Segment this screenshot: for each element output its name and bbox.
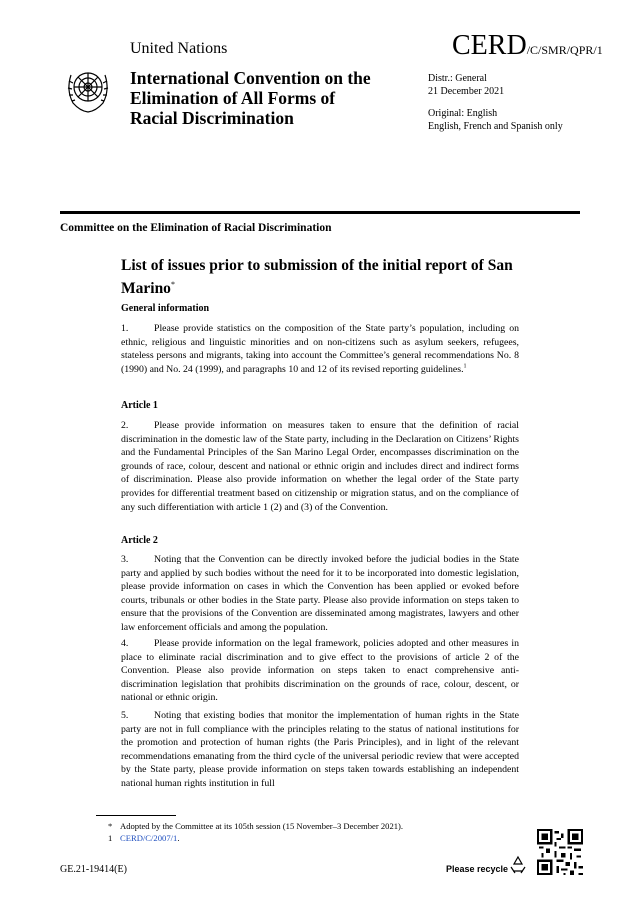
paragraph-5: 5. Noting that existing bodies that monitor the implementation of human rights in the State party are not in full compliance with the principles relating to the status of national institutions for the promotion and protection of human rights (the Paris Principles), and in light of the relevant recommendations emanating from the third cycle of the universal periodic review that were accepted by the State party, please provide information on steps taken towards establishing an independent national human rights institution in full <box>121 710 519 789</box>
qr-code-icon[interactable] <box>537 829 583 875</box>
paragraph-2: 2. Please provide information on measures taken to ensure that the definition of racial discrimination in the domestic law of the State party, including in the Declaration on Citizens’ Rights and the Fundamental Principles of the San Marino Legal Order, encompasses discrimination on the grounds of race, colour, descent and national or ethnic origin and includes direct and indirect forms of discrimination. Please also provide information on whether the legal order of the State party provides for differential treatment based on citizenship or migration status, and on the compliance of any such differentiation with article 1 (2) and (3) of the Convention. <box>121 420 519 513</box>
section-heading-general: General information <box>121 303 210 314</box>
section-heading-article-2: Article 2 <box>121 535 158 546</box>
paragraph-3: 3. Noting that the Convention can be directly invoked before the judicial bodies in the State party and applied by such bodies without the need for it to be incorporated into domestic legislation, please provide information on cases in which the Convention has been applied or evoked before courts, tribunals or other bodies in the State party. Please also provide information on steps taken to ensure that the provisions of the Convention are disseminated among magistrates, lawyers and other law enforcement officials and among the population. <box>121 554 519 633</box>
convention-title: International Convention on the Elimination of All Forms of Racial Discrimination <box>130 68 371 128</box>
paragraph-4: 4. Please provide information on the legal framework, policies adopted and other measures in place to eliminate racial discrimination and to give effect to the provisions of article 2 of the Convention. Please also provide information on steps taken to enact comprehensive anti-discrimination legislation that prohibits discrimination on the grounds of race, colour, descent, or national or ethnic origin. <box>121 638 519 704</box>
recycle-icon <box>508 855 528 875</box>
header-divider <box>60 211 580 214</box>
paragraph-1: 1. Please provide statistics on the composition of the State party’s population, including on ethnic, religious and linguistic minorities and on non-citizens such as asylum seekers, refugees, stateless persons and migrants, taking into account the Committee’s general recommendations No. 8 (1990) and No. 24 (1999), and paragraphs 10 and 12 of its revised reporting guidelines.$^1$ <box>121 323 519 375</box>
footnote-1: 1 CERD/C/2007/1. <box>108 833 180 843</box>
original-language: Original: English <box>428 108 498 119</box>
org-name: United Nations <box>130 40 228 57</box>
document-title: List of issues prior to submission of the initial report of San Marino* <box>121 257 513 298</box>
languages: English, French and Spanish only <box>428 121 563 132</box>
un-emblem-icon <box>63 65 113 115</box>
title-footnote-mark[interactable]: * <box>170 280 175 289</box>
section-heading-article-1: Article 1 <box>121 400 158 411</box>
distribution-label: Distr.: General <box>428 73 487 84</box>
committee-name: Committee on the Elimination of Racial Discrimination <box>60 222 332 234</box>
footnote-1-link[interactable]: CERD/C/2007/1 <box>120 833 178 843</box>
document-code: GE.21-19414(E) <box>60 864 127 875</box>
footnote-divider <box>96 815 176 816</box>
distribution-info <box>428 72 563 133</box>
footnote-star: * Adopted by the Committee at its 105th session (15 November–3 December 2021). <box>108 821 404 831</box>
footnote-ref-1[interactable]: 1 <box>463 363 467 370</box>
issue-date: 21 December 2021 <box>428 86 505 97</box>
document-symbol: CERD/C/SMR/QPR/1 <box>452 30 603 61</box>
recycle-text: Please recycle <box>446 864 509 874</box>
